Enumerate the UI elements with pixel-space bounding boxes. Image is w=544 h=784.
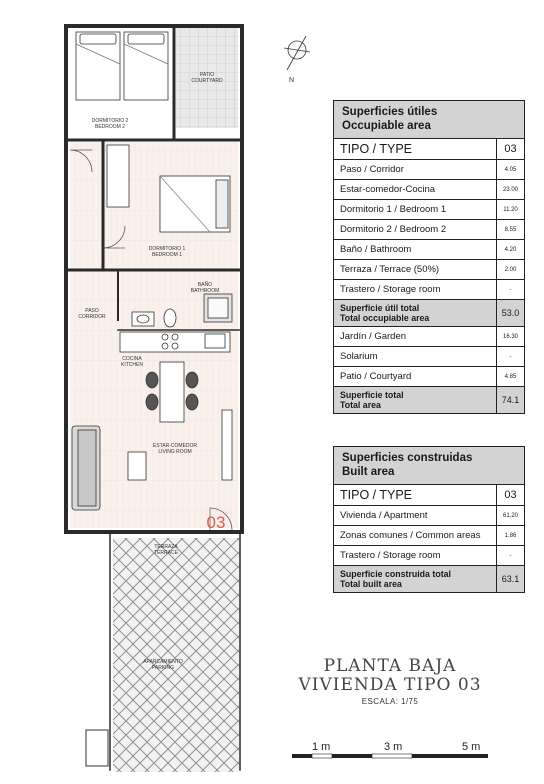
total-label	[334, 387, 496, 413]
type-label: TIPO / TYPE	[340, 488, 413, 502]
scale-text: ESCALA: 1/75	[361, 697, 419, 706]
row-value: 23.00	[496, 180, 524, 199]
table-row	[334, 525, 524, 545]
type-value: 03	[496, 485, 524, 505]
scale-seg-2	[312, 754, 332, 758]
scale-seg-4	[372, 754, 412, 758]
row-label: Terraza / Terrace (50%)	[340, 264, 440, 275]
table-row	[334, 279, 524, 299]
subtotal-label	[334, 300, 496, 326]
row-value: 11.20	[496, 200, 524, 219]
tv-unit	[222, 410, 232, 480]
table-row	[334, 138, 524, 159]
row-label: Trastero / Storage room	[340, 284, 441, 295]
room-label-parking-en: PARKING	[151, 665, 175, 671]
coffee-table	[128, 452, 146, 480]
subtotal-label-en: Total occupiable area	[340, 313, 430, 323]
room-label-bath-en: BATHROOM	[190, 288, 220, 294]
storage-block	[86, 730, 108, 766]
north-label: N	[289, 77, 295, 84]
table-row	[334, 259, 524, 279]
total-row	[334, 565, 524, 592]
row-value: -	[496, 280, 524, 299]
room-label-corridor-en: CORRIDOR	[78, 314, 106, 320]
terrace-parking-floor	[113, 538, 239, 772]
room-label-bedroom2-es: DORMITORIO 2	[91, 118, 129, 124]
scale-bar	[292, 752, 492, 764]
total-label-en: Total area	[340, 400, 381, 410]
total-value: 74.1	[496, 387, 524, 413]
room-label-bath-es: BAÑO	[197, 282, 213, 288]
row-value: 4.05	[496, 160, 524, 179]
table-row	[334, 366, 524, 386]
row-label: Zonas comunes / Common areas	[340, 530, 481, 541]
subtotal-label-es: Superficie útil total	[340, 302, 420, 313]
occupiable-table-header	[334, 101, 524, 138]
unit-number: 03	[206, 513, 226, 532]
row-label: Solarium	[340, 351, 378, 362]
row-label: Baño / Bathroom	[340, 244, 412, 255]
row-value: 4.20	[496, 240, 524, 259]
scale-label-1m: 1 m	[312, 741, 331, 753]
row-label: Vivienda / Apartment	[340, 510, 428, 521]
row-value: -	[496, 546, 524, 565]
type-value: 03	[496, 139, 524, 159]
north-arrow-icon	[280, 34, 314, 86]
table-row	[334, 179, 524, 199]
type-label: TIPO / TYPE	[340, 142, 413, 156]
row-label: Paso / Corridor	[340, 164, 404, 175]
row-value: 4.85	[496, 367, 524, 386]
room-label-bedroom1-es: DORMITORIO 1	[148, 246, 186, 252]
room-label-living-en: LIVING ROOM	[158, 449, 192, 455]
built-area-table	[333, 446, 525, 593]
scale-label-3m: 3 m	[384, 741, 403, 753]
table-row	[334, 326, 524, 346]
table-row	[334, 199, 524, 219]
subtotal-value: 53.0	[496, 300, 524, 326]
room-label-kitchen-es: COCINA	[122, 356, 142, 362]
table-row	[334, 484, 524, 505]
table-row	[334, 239, 524, 259]
table-row	[334, 545, 524, 565]
plan-title-line1: PLANTA BAJA	[323, 656, 457, 676]
room-label-bedroom2-en: BEDROOM 2	[94, 124, 126, 130]
room-label-terrace-es: TERRAZA	[154, 544, 178, 550]
built-total-label	[334, 566, 496, 592]
kitchen-counter	[120, 332, 230, 352]
table-row	[334, 219, 524, 239]
built-title-es: Superficies construidas	[342, 452, 473, 464]
table-row	[334, 346, 524, 366]
row-value: 61.20	[496, 506, 524, 525]
built-title-en: Built area	[342, 466, 395, 478]
table-row	[334, 505, 524, 525]
row-value: -	[496, 347, 524, 366]
occupiable-area-table	[333, 100, 525, 414]
occupiable-title-en: Occupiable area	[342, 120, 431, 132]
scale-seg-3	[332, 754, 372, 758]
table-row	[334, 159, 524, 179]
row-value: 16.30	[496, 327, 524, 346]
scale-seg-1	[292, 754, 312, 758]
row-label: Dormitorio 1 / Bedroom 1	[340, 204, 447, 215]
room-label-parking-es: APARCAMIENTO	[143, 659, 183, 665]
row-label: Estar-comedor-Cocina	[340, 184, 436, 195]
total-label-es: Superficie total	[340, 389, 404, 400]
row-label: Trastero / Storage room	[340, 550, 441, 561]
built-total-value: 63.1	[496, 566, 524, 592]
occupiable-title-es: Superficies útiles	[342, 106, 438, 118]
room-label-terrace-en: TERRACE	[154, 550, 178, 556]
room-label-kitchen-en: KITCHEN	[121, 362, 143, 368]
row-label: Patio / Courtyard	[340, 371, 412, 382]
row-label: Jardín / Garden	[340, 331, 407, 342]
scale-label-5m: 5 m	[462, 741, 481, 753]
room-label-bedroom1-en: BEDROOM 1	[151, 252, 183, 258]
built-total-label-en: Total built area	[340, 579, 402, 589]
row-value: 1.86	[496, 526, 524, 545]
built-total-label-es: Superficie construida total	[340, 568, 451, 579]
scale-seg-5	[412, 754, 488, 758]
plan-title-line2: VIVIENDA TIPO 03	[298, 675, 482, 695]
room-label-patio-en: COURTYARD	[191, 78, 223, 84]
room-label-corridor-es: PASO	[85, 308, 99, 314]
total-row	[334, 386, 524, 413]
built-table-header	[334, 447, 524, 484]
row-value: 2.00	[496, 260, 524, 279]
room-label-living-es: ESTAR-COMEDOR	[152, 443, 198, 449]
row-label: Dormitorio 2 / Bedroom 2	[340, 224, 447, 235]
sofa	[72, 426, 100, 510]
row-value: 8.55	[496, 220, 524, 239]
room-label-patio-es: PATIO	[199, 72, 215, 78]
subtotal-row	[334, 299, 524, 326]
